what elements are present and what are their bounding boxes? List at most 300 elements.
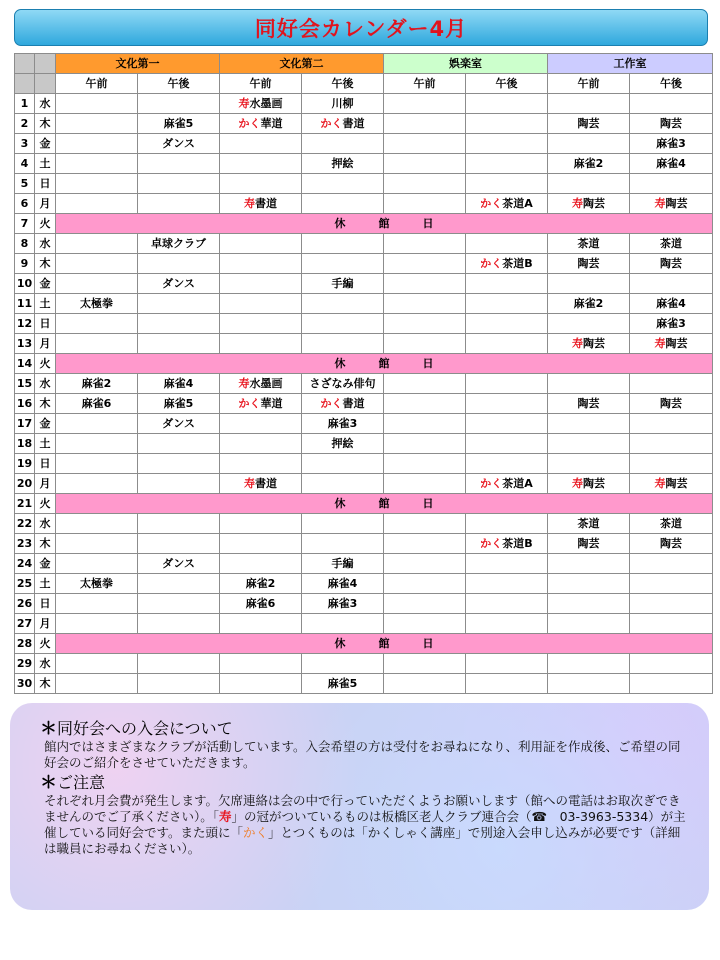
schedule-cell	[630, 434, 713, 454]
schedule-cell	[302, 514, 384, 534]
schedule-cell	[56, 574, 138, 594]
schedule-cell	[384, 574, 466, 594]
club-name: 手編	[331, 276, 354, 290]
day-number: 29	[15, 654, 35, 674]
closed-day-row	[15, 214, 713, 234]
period-header-row	[15, 74, 713, 94]
schedule-cell	[56, 94, 138, 114]
schedule-cell	[466, 574, 548, 594]
day-row	[15, 554, 713, 574]
schedule-cell	[630, 654, 713, 674]
club-name: 麻雀2	[573, 156, 604, 170]
schedule-cell	[138, 154, 220, 174]
period-am: 午前	[220, 74, 302, 94]
day-number: 30	[15, 674, 35, 694]
schedule-cell	[138, 234, 220, 254]
schedule-cell	[220, 594, 302, 614]
schedule-cell	[384, 454, 466, 474]
schedule-cell	[384, 314, 466, 334]
schedule-cell	[630, 394, 713, 414]
title-banner	[14, 9, 708, 46]
schedule-cell	[302, 574, 384, 594]
weekday: 火	[35, 634, 56, 654]
schedule-cell	[548, 594, 630, 614]
schedule-cell	[466, 114, 548, 134]
weekday: 木	[35, 114, 56, 134]
club-name: 茶道	[660, 236, 682, 250]
weekday: 日	[35, 594, 56, 614]
day-row	[15, 134, 713, 154]
day-number: 19	[15, 454, 35, 474]
schedule-cell	[548, 374, 630, 394]
club-name: 麻雀2	[245, 576, 276, 590]
day-number: 25	[15, 574, 35, 594]
period-pm: 午後	[466, 74, 548, 94]
day-row	[15, 94, 713, 114]
club-name: 太極拳	[80, 576, 113, 590]
schedule-cell	[220, 394, 302, 414]
schedule-cell	[302, 134, 384, 154]
schedule-cell	[56, 154, 138, 174]
schedule-cell	[302, 654, 384, 674]
schedule-cell	[56, 394, 138, 414]
kaku-prefix: かく	[480, 256, 503, 270]
kotobuki-prefix: 寿	[572, 196, 583, 210]
day-row	[15, 374, 713, 394]
schedule-cell	[220, 334, 302, 354]
day-row	[15, 254, 713, 274]
schedule-cell	[138, 534, 220, 554]
schedule-cell	[384, 474, 466, 494]
club-name: 押絵	[331, 156, 354, 170]
day-number: 17	[15, 414, 35, 434]
corner-cell-2	[35, 54, 56, 74]
weekday: 金	[35, 414, 56, 434]
schedule-cell	[138, 514, 220, 534]
club-name: 麻雀4	[163, 376, 194, 390]
day-number: 4	[15, 154, 35, 174]
schedule-cell	[56, 554, 138, 574]
day-row	[15, 654, 713, 674]
page-title: 同好会カレンダー4月	[254, 16, 468, 41]
day-number: 1	[15, 94, 35, 114]
day-row	[15, 574, 713, 594]
schedule-cell	[138, 654, 220, 674]
weekday: 水	[35, 514, 56, 534]
schedule-cell	[302, 114, 384, 134]
schedule-cell	[220, 534, 302, 554]
schedule-cell	[302, 674, 384, 694]
day-row	[15, 614, 713, 634]
schedule-cell	[548, 474, 630, 494]
schedule-cell	[630, 674, 713, 694]
schedule-cell	[138, 554, 220, 574]
schedule-cell	[630, 534, 713, 554]
club-name: 麻雀3	[327, 596, 358, 610]
schedule-cell	[384, 614, 466, 634]
schedule-cell	[220, 674, 302, 694]
schedule-cell	[466, 174, 548, 194]
weekday: 土	[35, 154, 56, 174]
kotobuki-prefix: 寿	[244, 196, 255, 210]
club-name: 書道	[342, 396, 365, 410]
club-name: 陶芸	[583, 336, 605, 350]
schedule-cell	[630, 134, 713, 154]
schedule-cell	[56, 534, 138, 554]
kotobuki-prefix: 寿	[654, 336, 666, 350]
calendar-table	[14, 53, 713, 694]
schedule-cell	[384, 134, 466, 154]
asterisk-mark: ＊	[40, 719, 57, 739]
schedule-cell	[466, 274, 548, 294]
schedule-cell	[548, 194, 630, 214]
schedule-cell	[466, 234, 548, 254]
asterisk-mark: ＊	[40, 773, 57, 793]
day-row	[15, 314, 713, 334]
schedule-cell	[220, 474, 302, 494]
weekday: 月	[35, 614, 56, 634]
kotobuki-mark: 寿	[219, 809, 232, 824]
schedule-cell	[56, 274, 138, 294]
day-number: 27	[15, 614, 35, 634]
weekday: 木	[35, 254, 56, 274]
club-name: 水墨画	[249, 96, 283, 110]
club-name: 書道	[255, 196, 277, 210]
schedule-cell	[302, 94, 384, 114]
schedule-cell	[56, 194, 138, 214]
club-name: 茶道	[660, 516, 682, 530]
schedule-cell	[548, 654, 630, 674]
kotobuki-prefix: 寿	[654, 476, 666, 490]
day-number: 23	[15, 534, 35, 554]
closed-day-label: 休 館 日	[56, 494, 713, 514]
schedule-cell	[302, 534, 384, 554]
weekday: 火	[35, 354, 56, 374]
schedule-cell	[466, 514, 548, 534]
schedule-cell	[548, 614, 630, 634]
closed-day-label: 休 館 日	[56, 354, 713, 374]
schedule-cell	[302, 454, 384, 474]
schedule-cell	[220, 114, 302, 134]
period-pm: 午後	[302, 74, 384, 94]
weekday: 水	[35, 374, 56, 394]
schedule-cell	[220, 314, 302, 334]
kaku-prefix: かく	[320, 116, 343, 130]
schedule-cell	[56, 434, 138, 454]
club-name: さざなみ俳句	[309, 376, 376, 390]
weekday: 水	[35, 94, 56, 114]
schedule-cell	[220, 294, 302, 314]
schedule-cell	[384, 674, 466, 694]
kotobuki-prefix: 寿	[654, 196, 666, 210]
schedule-cell	[220, 234, 302, 254]
schedule-cell	[56, 374, 138, 394]
day-number: 26	[15, 594, 35, 614]
schedule-cell	[466, 254, 548, 274]
period-pm: 午後	[138, 74, 220, 94]
club-name: 陶芸	[577, 256, 600, 270]
club-name: 麻雀4	[327, 576, 358, 590]
schedule-cell	[630, 334, 713, 354]
day-row	[15, 674, 713, 694]
schedule-cell	[302, 614, 384, 634]
day-number: 10	[15, 274, 35, 294]
club-name: 陶芸	[583, 476, 605, 490]
schedule-cell	[302, 194, 384, 214]
club-name: ダンス	[162, 416, 195, 430]
schedule-cell	[302, 554, 384, 574]
schedule-cell	[466, 414, 548, 434]
schedule-cell	[138, 314, 220, 334]
schedule-cell	[220, 554, 302, 574]
closed-day-row	[15, 634, 713, 654]
club-name: 陶芸	[665, 196, 688, 210]
kaku-prefix: かく	[480, 536, 503, 550]
club-name: 麻雀6	[245, 596, 276, 610]
club-name: 麻雀2	[573, 296, 604, 310]
kaku-prefix: かく	[320, 396, 343, 410]
weekday: 月	[35, 194, 56, 214]
period-am: 午前	[384, 74, 466, 94]
club-name: 陶芸	[577, 536, 600, 550]
schedule-cell	[466, 154, 548, 174]
schedule-cell	[220, 174, 302, 194]
schedule-cell	[548, 154, 630, 174]
closed-day-row	[15, 354, 713, 374]
club-name: 陶芸	[660, 396, 682, 410]
day-row	[15, 234, 713, 254]
schedule-cell	[302, 374, 384, 394]
schedule-cell	[548, 674, 630, 694]
schedule-cell	[630, 174, 713, 194]
schedule-cell	[56, 474, 138, 494]
club-name: 書道	[342, 116, 365, 130]
schedule-cell	[56, 674, 138, 694]
schedule-cell	[138, 674, 220, 694]
club-name: 麻雀5	[327, 676, 358, 690]
schedule-cell	[630, 474, 713, 494]
weekday: 月	[35, 474, 56, 494]
schedule-cell	[138, 414, 220, 434]
schedule-cell	[138, 474, 220, 494]
day-number: 28	[15, 634, 35, 654]
period-pm: 午後	[630, 74, 713, 94]
kaku-prefix: かく	[238, 396, 261, 410]
schedule-cell	[630, 554, 713, 574]
schedule-cell	[466, 434, 548, 454]
schedule-cell	[548, 274, 630, 294]
day-number: 5	[15, 174, 35, 194]
schedule-cell	[630, 294, 713, 314]
schedule-cell	[630, 594, 713, 614]
schedule-cell	[138, 94, 220, 114]
schedule-cell	[630, 574, 713, 594]
day-number: 22	[15, 514, 35, 534]
schedule-cell	[466, 374, 548, 394]
schedule-cell	[138, 194, 220, 214]
schedule-cell	[548, 294, 630, 314]
club-name: 陶芸	[577, 396, 600, 410]
schedule-cell	[384, 234, 466, 254]
weekday: 土	[35, 434, 56, 454]
club-name: 陶芸	[665, 476, 688, 490]
club-name: 卓球クラブ	[151, 236, 206, 250]
schedule-cell	[302, 294, 384, 314]
period-am: 午前	[56, 74, 138, 94]
schedule-cell	[138, 374, 220, 394]
club-name: 麻雀5	[163, 396, 194, 410]
club-name: 水墨画	[249, 376, 283, 390]
schedule-cell	[302, 414, 384, 434]
schedule-cell	[384, 294, 466, 314]
schedule-cell	[138, 274, 220, 294]
schedule-cell	[630, 194, 713, 214]
day-number: 20	[15, 474, 35, 494]
kaku-prefix: かく	[238, 116, 261, 130]
schedule-cell	[548, 254, 630, 274]
schedule-cell	[384, 554, 466, 574]
schedule-cell	[56, 514, 138, 534]
schedule-cell	[384, 194, 466, 214]
schedule-cell	[302, 594, 384, 614]
day-number: 14	[15, 354, 35, 374]
schedule-cell	[548, 314, 630, 334]
schedule-cell	[384, 654, 466, 674]
club-name: 茶道A	[502, 196, 533, 210]
schedule-cell	[630, 314, 713, 334]
day-row	[15, 534, 713, 554]
day-number: 24	[15, 554, 35, 574]
schedule-cell	[466, 94, 548, 114]
schedule-cell	[138, 594, 220, 614]
kaku-prefix: かく	[480, 196, 503, 210]
schedule-cell	[548, 234, 630, 254]
schedule-cell	[138, 254, 220, 274]
club-name: 陶芸	[665, 336, 688, 350]
room-header-bunka2: 文化第二	[220, 54, 384, 74]
schedule-cell	[56, 414, 138, 434]
schedule-cell	[548, 454, 630, 474]
day-row	[15, 394, 713, 414]
day-number: 11	[15, 294, 35, 314]
schedule-cell	[466, 554, 548, 574]
schedule-cell	[220, 194, 302, 214]
schedule-cell	[56, 114, 138, 134]
schedule-cell	[548, 114, 630, 134]
schedule-cell	[466, 534, 548, 554]
schedule-cell	[384, 334, 466, 354]
schedule-cell	[466, 294, 548, 314]
day-row	[15, 274, 713, 294]
schedule-cell	[466, 454, 548, 474]
schedule-cell	[56, 314, 138, 334]
schedule-cell	[384, 534, 466, 554]
schedule-cell	[630, 614, 713, 634]
day-row	[15, 594, 713, 614]
schedule-cell	[302, 394, 384, 414]
day-row	[15, 474, 713, 494]
schedule-cell	[302, 314, 384, 334]
schedule-cell	[548, 554, 630, 574]
schedule-cell	[630, 374, 713, 394]
corner-cell-1	[15, 54, 35, 74]
club-name: 書道	[255, 476, 277, 490]
schedule-cell	[56, 454, 138, 474]
schedule-cell	[220, 374, 302, 394]
schedule-cell	[384, 274, 466, 294]
schedule-cell	[302, 234, 384, 254]
closed-day-row	[15, 494, 713, 514]
schedule-cell	[302, 474, 384, 494]
schedule-cell	[630, 234, 713, 254]
schedule-cell	[220, 254, 302, 274]
club-name: 茶道A	[502, 476, 533, 490]
schedule-cell	[138, 574, 220, 594]
day-row	[15, 454, 713, 474]
weekday: 金	[35, 134, 56, 154]
schedule-cell	[220, 434, 302, 454]
club-name: 茶道B	[502, 256, 533, 270]
schedule-cell	[56, 234, 138, 254]
closed-day-label: 休 館 日	[56, 214, 713, 234]
schedule-cell	[56, 614, 138, 634]
schedule-cell	[384, 414, 466, 434]
schedule-cell	[302, 334, 384, 354]
schedule-cell	[138, 114, 220, 134]
day-row	[15, 294, 713, 314]
schedule-cell	[56, 294, 138, 314]
kaku-mark: かく	[243, 825, 269, 840]
schedule-cell	[56, 134, 138, 154]
schedule-cell	[548, 174, 630, 194]
schedule-cell	[220, 454, 302, 474]
schedule-cell	[56, 654, 138, 674]
day-number: 3	[15, 134, 35, 154]
schedule-cell	[138, 614, 220, 634]
day-row	[15, 334, 713, 354]
day-number: 12	[15, 314, 35, 334]
schedule-cell	[384, 94, 466, 114]
schedule-cell	[466, 674, 548, 694]
schedule-cell	[138, 334, 220, 354]
club-name: 陶芸	[660, 536, 682, 550]
schedule-cell	[630, 114, 713, 134]
weekday: 日	[35, 174, 56, 194]
schedule-cell	[56, 334, 138, 354]
schedule-cell	[220, 574, 302, 594]
schedule-cell	[548, 514, 630, 534]
club-name: 麻雀3	[327, 416, 358, 430]
weekday: 土	[35, 294, 56, 314]
club-name: 茶道B	[502, 536, 533, 550]
club-name: 太極拳	[80, 296, 113, 310]
room-header-bunka1: 文化第一	[56, 54, 220, 74]
club-name: 麻雀4	[656, 156, 686, 170]
weekday: 木	[35, 394, 56, 414]
kotobuki-prefix: 寿	[572, 336, 583, 350]
closed-day-label: 休 館 日	[56, 634, 713, 654]
schedule-cell	[220, 614, 302, 634]
day-number: 13	[15, 334, 35, 354]
schedule-cell	[220, 274, 302, 294]
schedule-cell	[138, 174, 220, 194]
schedule-cell	[466, 594, 548, 614]
schedule-cell	[548, 394, 630, 414]
day-number: 9	[15, 254, 35, 274]
notes-heading-caution: ＊ご注意	[40, 773, 106, 793]
weekday: 金	[35, 554, 56, 574]
club-name: 陶芸	[660, 116, 682, 130]
